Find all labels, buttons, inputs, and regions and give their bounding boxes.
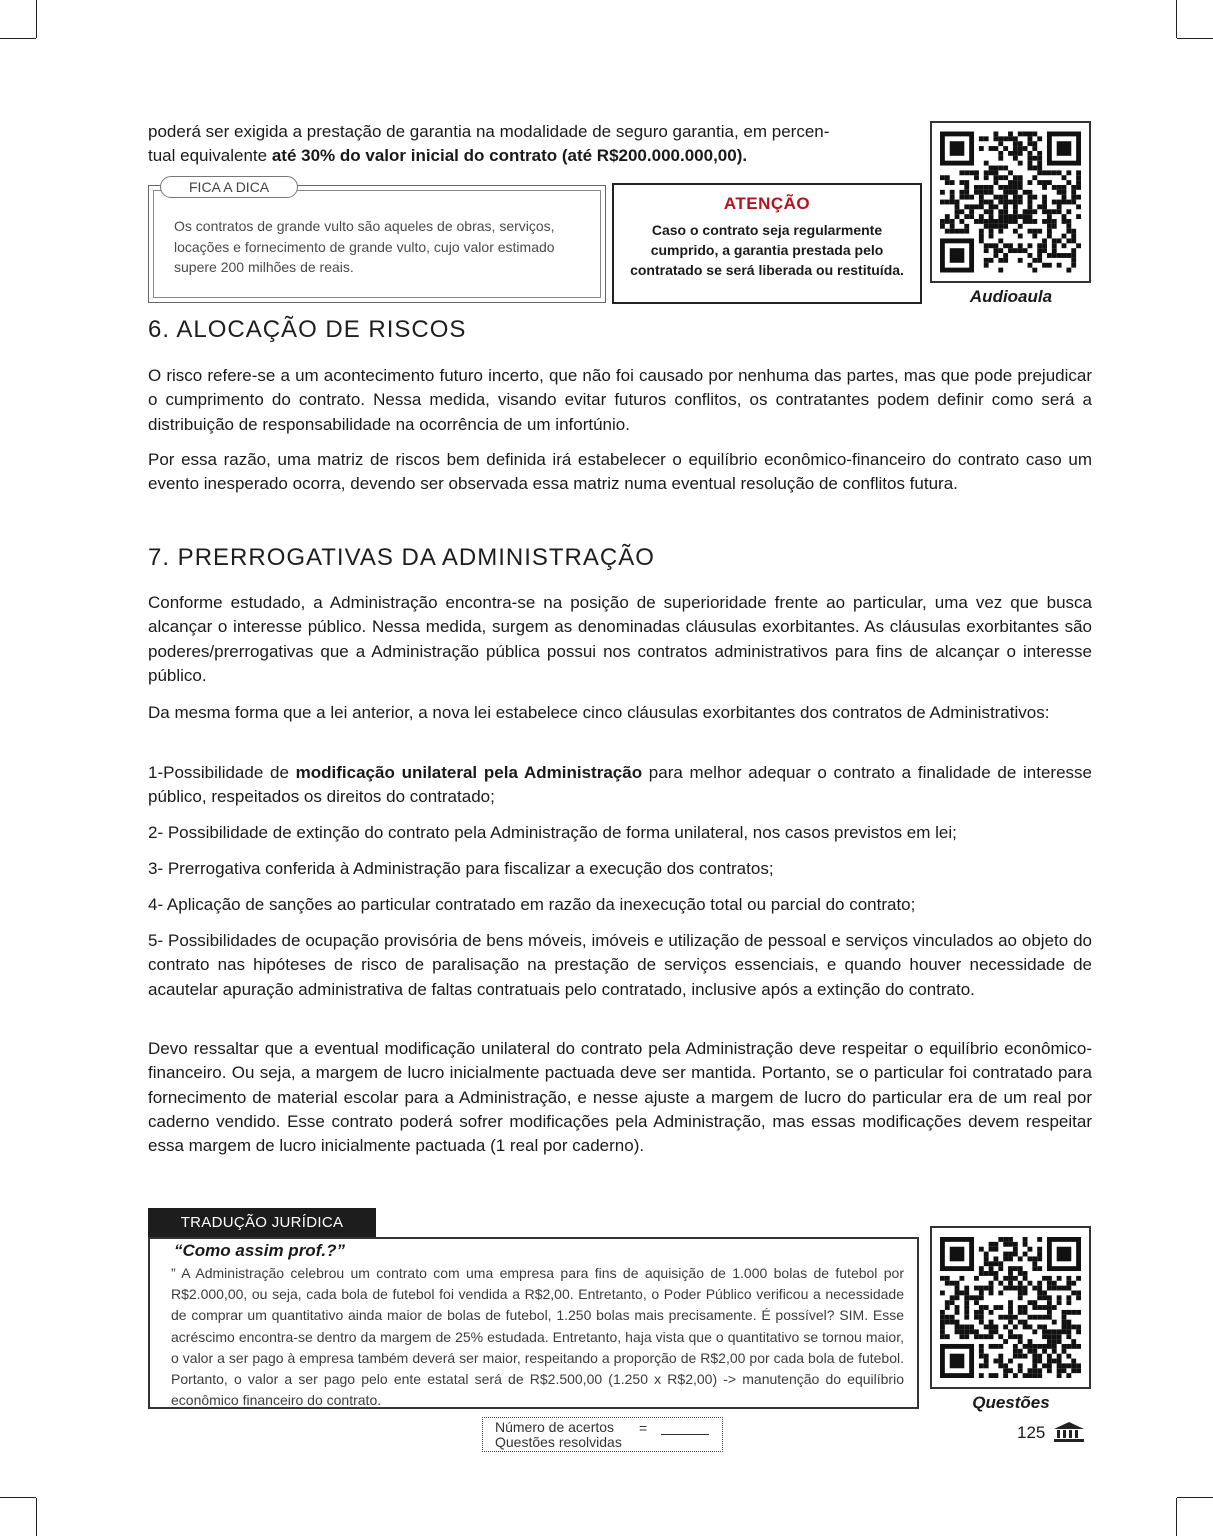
intro-paragraph (148, 120, 918, 169)
attention-text: Caso o contrato seja regularmente cumprido, a garantia prestada pelo contratado se será liberada ou restituída. (630, 222, 904, 278)
intro-line-1: poderá ser exigida a prestação de garantia na modalidade de seguro garantia, em percen- (148, 122, 830, 141)
page-number: 125 (1017, 1423, 1046, 1442)
section-7-paragraph-3: Devo ressaltar que a eventual modificação unilateral do contrato pela Administração deve respeitar o equilíbrio econômico-financeiro. Ou seja, a margem de lucro inicialmente pactuada deve ser mantida. Portanto, se o particular foi contratado para fornecimento de material escolar para a Administração, e nesse ajuste a margem de lucro do particular era de um real por caderno vendido. Esse contrato poderá sofrer modificações pela Administração, mas essas modificações devem respeitar essa margem de lucro inicialmente pactuada (1 real por caderno). (148, 1039, 1092, 1156)
legal-translation-subtitle: “Como assim prof.?” (174, 1241, 345, 1260)
list-item-5: 5- Possibilidades de ocupação provisória de bens móveis, imóveis e utilização de pessoal e serviços vinculados ao objeto do contrato nas hipóteses de risco de paralisação na prestação de serviços essenciais, e quando houver necessidade de acautelar apuração administrativa de faltas contratuais pelo contratado, inclusive após a extinção do contrato. (148, 931, 1092, 999)
qr-code-questoes[interactable] (930, 1226, 1091, 1389)
qr-code-audioaula[interactable] (930, 121, 1091, 283)
tip-box-text: Os contratos de grande vulto são aqueles de obras, serviços, locações e fornecimento de grande vulto, cujo valor estimado supere 200 milhões de reais. (174, 218, 555, 275)
section-7-paragraph-2: Da mesma forma que a lei anterior, a nova lei estabelece cinco cláusulas exorbitantes dos contratos de Administrativos: (148, 703, 1050, 722)
qr-caption-audioaula: Audioaula (969, 287, 1053, 306)
temple-icon (1053, 1421, 1085, 1443)
crop-mark (36, 0, 37, 38)
list-item-1-post: para melhor adequar o contrato a finalidade de interesse público, respeitados os direitos do contratado; (148, 763, 1092, 807)
attention-title: ATENÇÃO (723, 194, 811, 213)
section-6-title: 6. ALOCAÇÃO DE RISCOS (148, 316, 467, 343)
attention-box (612, 183, 922, 304)
score-answer-line[interactable] (661, 1434, 709, 1435)
section-7-title: 7. PRERROGATIVAS DA ADMINISTRAÇÃO (148, 544, 655, 571)
legal-translation-text: ” A Administração celebrou um contrato com uma empresa para fins de aquisição de 1.000 bolas de futebol por R$2.000,00, ou seja, cada bola de futebol foi vendida a R$2,00. Entretanto, o Poder Público verificou a necessidade de comprar um quantitativo ainda maior de bolas de futebol, 1.250 bolas mais precisamente. É possível? SIM. Esse acréscimo encontra-se dentro da margem de 25% estudada. Entretanto, haja vista que o quantitativo se tornou maior, o valor a ser pago à empresa também deverá ser maior, respeitando a proporção de R$2,00 por cada bola de futebol. Portanto, o valor a ser pago pelo ente estatal será de R$2.500,00 (1.250 x R$2,00) -> manutenção do equilíbrio econômico financeiro do contrato. (171, 1265, 904, 1409)
score-equals: = (639, 1420, 648, 1436)
score-box (482, 1417, 723, 1452)
list-item-1-pre: 1-Possibilidade de (148, 763, 296, 782)
crop-mark (0, 1497, 36, 1498)
qr-code-icon (940, 131, 1081, 273)
crop-mark (1176, 1498, 1177, 1536)
list-item-3: 3- Prerrogativa conferida à Administração para fiscalizar a execução dos contratos; (148, 859, 774, 878)
section-6-paragraph-1: O risco refere-se a um acontecimento futuro incerto, que não foi causado por nenhuma das partes, mas que pode prejudicar o cumprimento do contrato. Nessa medida, visando evitar futuros conflitos, os contratantes podem definir como será a distribuição de responsabilidade na ocorrência de um infortúnio. (148, 366, 1092, 434)
list-item-1 (148, 761, 1092, 810)
list-item-1-bold: modificação unilateral pela Administração (295, 763, 643, 782)
tip-box-tab: FICA A DICA (160, 176, 298, 198)
legal-translation-tab: TRADUÇÃO JURÍDICA (148, 1208, 376, 1238)
legal-translation-box (148, 1237, 919, 1409)
crop-mark (1177, 1497, 1213, 1498)
list-item-2: 2- Possibilidade de extinção do contrato pela Administração de forma unilateral, nos casos previstos em lei; (148, 823, 957, 842)
crop-mark (1177, 38, 1213, 39)
crop-mark (36, 1498, 37, 1536)
score-solved-label: Questões resolvidas (495, 1434, 622, 1450)
crop-mark (1176, 0, 1177, 38)
section-7-paragraph-1: Conforme estudado, a Administração encontra-se na posição de superioridade frente ao particular, uma vez que busca alcançar o interesse público. Nessa medida, surgem as denominadas cláusulas exorbitantes. As cláusulas exorbitantes são poderes/prerrogativas que a Administração pública possui nos contratos administrativos para fins de alcançar o interesse público. (148, 593, 1092, 685)
tip-box (148, 179, 606, 303)
score-correct-label: Número de acertos (495, 1419, 615, 1435)
section-6-paragraph-2: Por essa razão, uma matriz de riscos bem definida irá estabelecer o equilíbrio econômico-financeiro do contrato caso um evento inesperado ocorra, devendo ser observada essa matriz numa eventual resolução de conflitos futura. (148, 450, 1092, 494)
list-item-4: 4- Aplicação de sanções ao particular contratado em razão da inexecução total ou parcial do contrato; (148, 895, 916, 914)
intro-line-2: tual equivalente (148, 146, 272, 166)
intro-bold: até 30% do valor inicial do contrato (até R$200.000.000,00). (271, 146, 748, 166)
crop-mark (0, 38, 36, 39)
qr-code-icon (940, 1236, 1081, 1379)
qr-caption-questoes: Questões (972, 1393, 1050, 1412)
